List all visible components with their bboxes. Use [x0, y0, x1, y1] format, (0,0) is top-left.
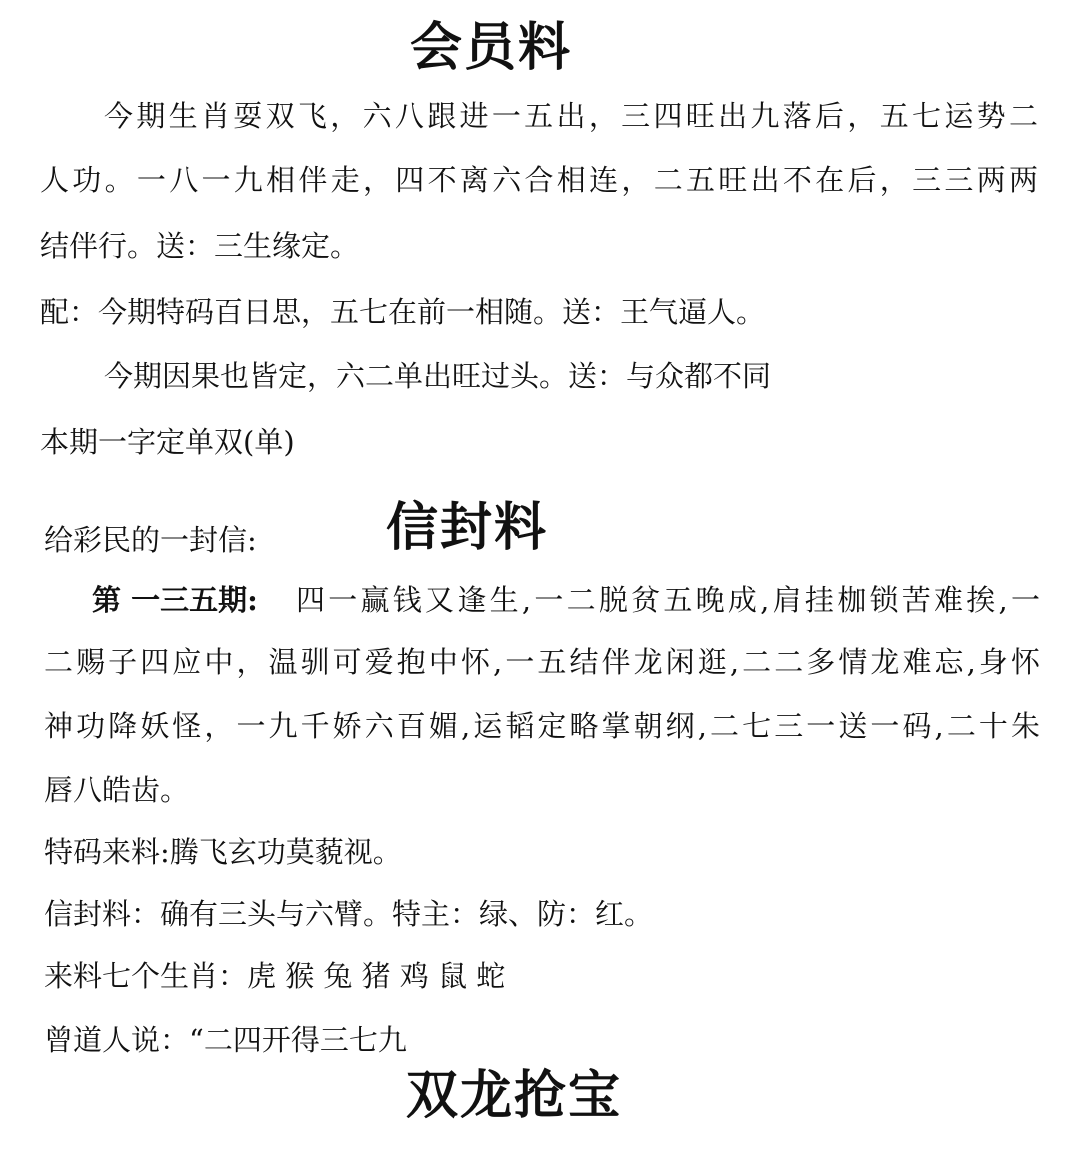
xinfeng-line: 信封料：确有三头与六臂。特主：绿、防：红。	[44, 897, 654, 931]
danshuang-line: 本期一字定单双(单)	[40, 425, 295, 459]
paragraph-line: 唇八皓齿。	[44, 773, 190, 807]
tema-line: 特码来料:腾飞玄功莫藐视。	[44, 835, 402, 869]
paragraph-line: 二赐子四应中，温驯可爱抱中怀,一五结伴龙闲逛,二二多情龙难忘,身怀	[44, 645, 1040, 679]
yinguo-line: 今期因果也皆定，六二单出旺过头。送：与众都不同	[104, 359, 772, 393]
issue-label: 第 一三五期:	[92, 583, 258, 617]
paragraph-line: 四一赢钱又逢生,一二脱贫五晚成,肩挂枷锁苦难挨,一	[296, 583, 1040, 617]
zodiac-line: 来料七个生肖：虎 猴 兔 猪 鸡 鼠 蛇	[44, 959, 506, 993]
daoren-line: 曾道人说：“二四开得三七九	[44, 1023, 407, 1057]
peima-line: 配：今期特码百日思，五七在前一相随。送：王气逼人。	[40, 295, 766, 329]
paragraph-line: 结伴行。送：三生缘定。	[40, 229, 360, 263]
section-title-huiyuan: 会员料	[410, 18, 573, 78]
letter-intro: 给彩民的一封信:	[44, 523, 257, 557]
paragraph-line: 神功降妖怪，一九千娇六百媚,运韬定略掌朝纲,二七三一送一码,二十朱	[44, 709, 1040, 743]
section-title-xinfeng: 信封料	[386, 498, 549, 558]
section-title-shuanglong: 双龙抢宝	[406, 1066, 623, 1126]
paragraph-line: 今期生肖耍双飞，六八跟进一五出，三四旺出九落后，五七运势二	[104, 99, 1038, 133]
paragraph-line: 人功。一八一九相伴走，四不离六合相连，二五旺出不在后，三三两两	[40, 163, 1038, 197]
